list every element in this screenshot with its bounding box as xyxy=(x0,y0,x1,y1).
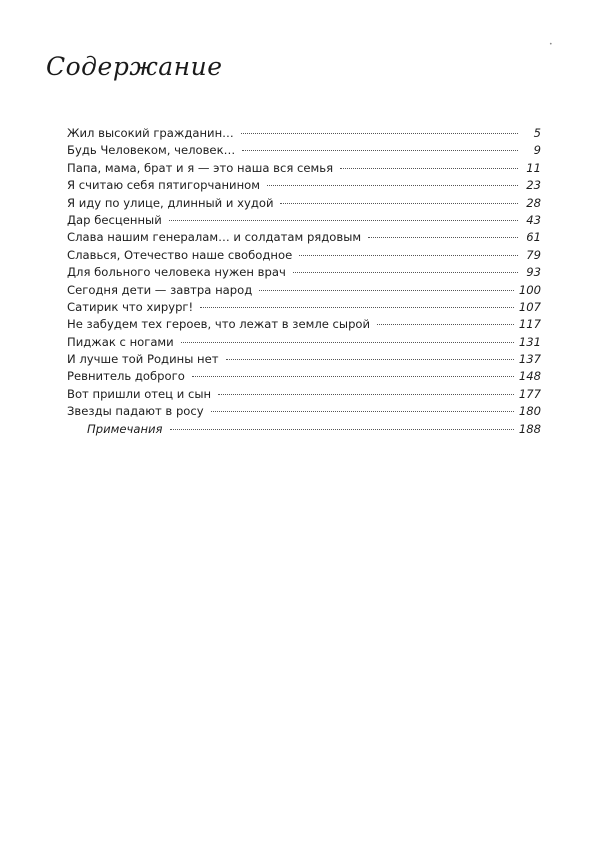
toc-entry-title: Папа, мама, брат и я — это наша вся семья xyxy=(67,160,334,175)
toc-entry-title: Ревнитель доброго xyxy=(67,369,185,384)
toc-entry[interactable] xyxy=(67,160,541,177)
toc-leader-dots xyxy=(377,324,514,325)
toc-entry[interactable] xyxy=(67,264,541,281)
toc-leader-dots xyxy=(280,203,518,204)
toc-leader-dots xyxy=(170,429,514,430)
toc-leader-dots xyxy=(226,359,514,360)
toc-entry-page: 180 xyxy=(518,404,541,419)
toc-entry-page: 11 xyxy=(526,160,541,175)
toc-entry-page: 117 xyxy=(518,317,541,332)
toc-entry-page: 79 xyxy=(526,247,541,262)
toc-entry-page: 100 xyxy=(518,282,541,297)
toc-entry-title: Вот пришли отец и сын xyxy=(67,386,212,401)
toc-leader-dots xyxy=(192,376,514,377)
toc-entry-title: Для больного человека нужен врач xyxy=(67,265,286,280)
toc-entry-title: Слава нашим генералам… и солдатам рядовым xyxy=(67,230,362,245)
toc-entry-page: 107 xyxy=(518,299,541,314)
toc-leader-dots xyxy=(368,237,518,238)
toc-entry[interactable] xyxy=(67,212,541,229)
toc-entry-page: 137 xyxy=(518,352,541,367)
toc-entry-page: 23 xyxy=(526,178,541,193)
toc-entry-page: 93 xyxy=(526,265,541,280)
toc-entry[interactable] xyxy=(67,229,541,246)
toc-leader-dots xyxy=(169,220,518,221)
toc-leader-dots xyxy=(293,272,518,273)
toc-entry[interactable] xyxy=(67,403,541,420)
toc-entry-page: 177 xyxy=(518,386,541,401)
toc-entry[interactable] xyxy=(67,142,541,159)
toc-notes-page: 188 xyxy=(518,421,541,436)
toc-entry-title: Звезды падают в росу xyxy=(67,404,204,419)
toc-entry[interactable] xyxy=(67,195,541,212)
toc-entry-page: 43 xyxy=(526,212,541,227)
toc-entry[interactable] xyxy=(67,125,541,142)
toc-entry-title: Пиджак с ногами xyxy=(67,334,174,349)
toc-entry-title: Сатирик что хирург! xyxy=(67,299,194,314)
toc-entry[interactable] xyxy=(67,351,541,368)
toc-entry-title: Сегодня дети — завтра народ xyxy=(67,282,253,297)
toc-entry[interactable] xyxy=(67,334,541,351)
toc-entry-title: Жил высокий гражданин… xyxy=(67,126,234,140)
toc-leader-dots xyxy=(259,290,514,291)
toc-leader-dots xyxy=(299,255,518,256)
toc-entry-page: 131 xyxy=(518,334,541,349)
toc-leader-dots xyxy=(218,394,514,395)
toc-entry-page: 9 xyxy=(533,143,541,158)
toc-entry[interactable] xyxy=(67,368,541,385)
toc-notes-title: Примечания xyxy=(87,421,163,436)
page-title: Содержание xyxy=(46,52,223,81)
toc-leader-dots xyxy=(267,185,518,186)
toc-entry[interactable] xyxy=(67,177,541,194)
toc-leader-dots xyxy=(200,307,514,308)
toc-entry-title: Славься, Отечество наше свободное xyxy=(67,247,293,262)
toc-entry-title: И лучше той Родины нет xyxy=(67,352,219,367)
toc-entry[interactable] xyxy=(67,299,541,316)
toc-entry-notes[interactable] xyxy=(67,421,541,438)
toc-entry[interactable] xyxy=(67,282,541,299)
table-of-contents xyxy=(67,125,541,438)
toc-leader-dots xyxy=(181,342,514,343)
toc-entry-title: Будь Человеком, человек… xyxy=(67,143,236,158)
toc-entry-page: 5 xyxy=(533,126,541,140)
toc-entry-title: Дар бесценный xyxy=(67,212,162,227)
corner-mark: • xyxy=(549,41,553,48)
toc-entry-page: 148 xyxy=(518,369,541,384)
toc-leader-dots xyxy=(242,150,518,151)
toc-entry[interactable] xyxy=(67,247,541,264)
toc-entry-title: Я считаю себя пятигорчанином xyxy=(67,178,260,193)
toc-entry-title: Не забудем тех героев, что лежат в земле сырой xyxy=(67,317,371,332)
toc-entry-title: Я иду по улице, длинный и худой xyxy=(67,195,274,210)
toc-entry[interactable] xyxy=(67,386,541,403)
toc-entry-page: 28 xyxy=(526,195,541,210)
toc-leader-dots xyxy=(241,133,518,134)
toc-leader-dots xyxy=(340,168,518,169)
toc-entry[interactable] xyxy=(67,316,541,333)
toc-leader-dots xyxy=(211,411,514,412)
toc-entry-page: 61 xyxy=(526,230,541,245)
